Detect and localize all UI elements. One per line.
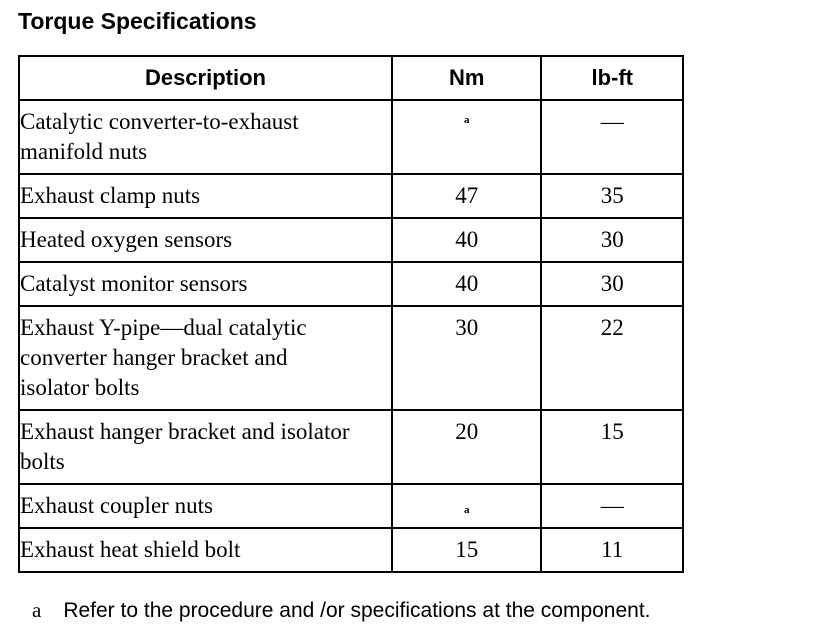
- footnote-ref: a: [463, 504, 470, 516]
- row-nm: 20: [392, 410, 542, 484]
- table-row: [19, 528, 683, 572]
- table-row: [19, 174, 683, 218]
- row-lbft: 11: [541, 528, 683, 572]
- header-description: Description: [19, 56, 392, 100]
- table-header-row: [19, 56, 683, 100]
- row-lbft: 22: [541, 306, 683, 410]
- row-nm: 15: [392, 528, 542, 572]
- row-nm: [392, 484, 542, 528]
- footnote: [32, 598, 651, 623]
- row-nm: 40: [392, 218, 542, 262]
- row-lbft: 30: [541, 218, 683, 262]
- row-description: Exhaust hanger bracket and isolator bolts: [19, 410, 392, 484]
- row-nm: 47: [392, 174, 542, 218]
- torque-spec-table: [18, 55, 684, 573]
- table-row: [19, 410, 683, 484]
- row-description: Exhaust coupler nuts: [19, 484, 392, 528]
- row-lbft: —: [541, 100, 683, 174]
- row-lbft: 30: [541, 262, 683, 306]
- row-description: Catalytic converter-to-exhaust manifold nuts: [19, 100, 392, 174]
- row-description: Catalyst monitor sensors: [19, 262, 392, 306]
- row-description: Exhaust heat shield bolt: [19, 528, 392, 572]
- table-row: [19, 262, 683, 306]
- row-lbft: 35: [541, 174, 683, 218]
- header-lbft: lb-ft: [541, 56, 683, 100]
- footnote-text: Refer to the procedure and /or specifications at the component.: [63, 599, 651, 622]
- footnote-ref: a: [463, 114, 470, 126]
- row-description: Heated oxygen sensors: [19, 218, 392, 262]
- row-lbft: 15: [541, 410, 683, 484]
- row-nm: [392, 100, 542, 174]
- row-nm: 40: [392, 262, 542, 306]
- table-row: [19, 218, 683, 262]
- header-nm: Nm: [392, 56, 542, 100]
- row-description: Exhaust clamp nuts: [19, 174, 392, 218]
- table-row: [19, 100, 683, 174]
- page-title: Torque Specifications: [18, 8, 257, 34]
- table-row: [19, 306, 683, 410]
- row-nm: 30: [392, 306, 542, 410]
- table-row: [19, 484, 683, 528]
- footnote-mark: a: [32, 598, 42, 622]
- row-lbft: —: [541, 484, 683, 528]
- row-description: Exhaust Y-pipe—dual catalytic converter hanger bracket and isolator bolts: [19, 306, 392, 410]
